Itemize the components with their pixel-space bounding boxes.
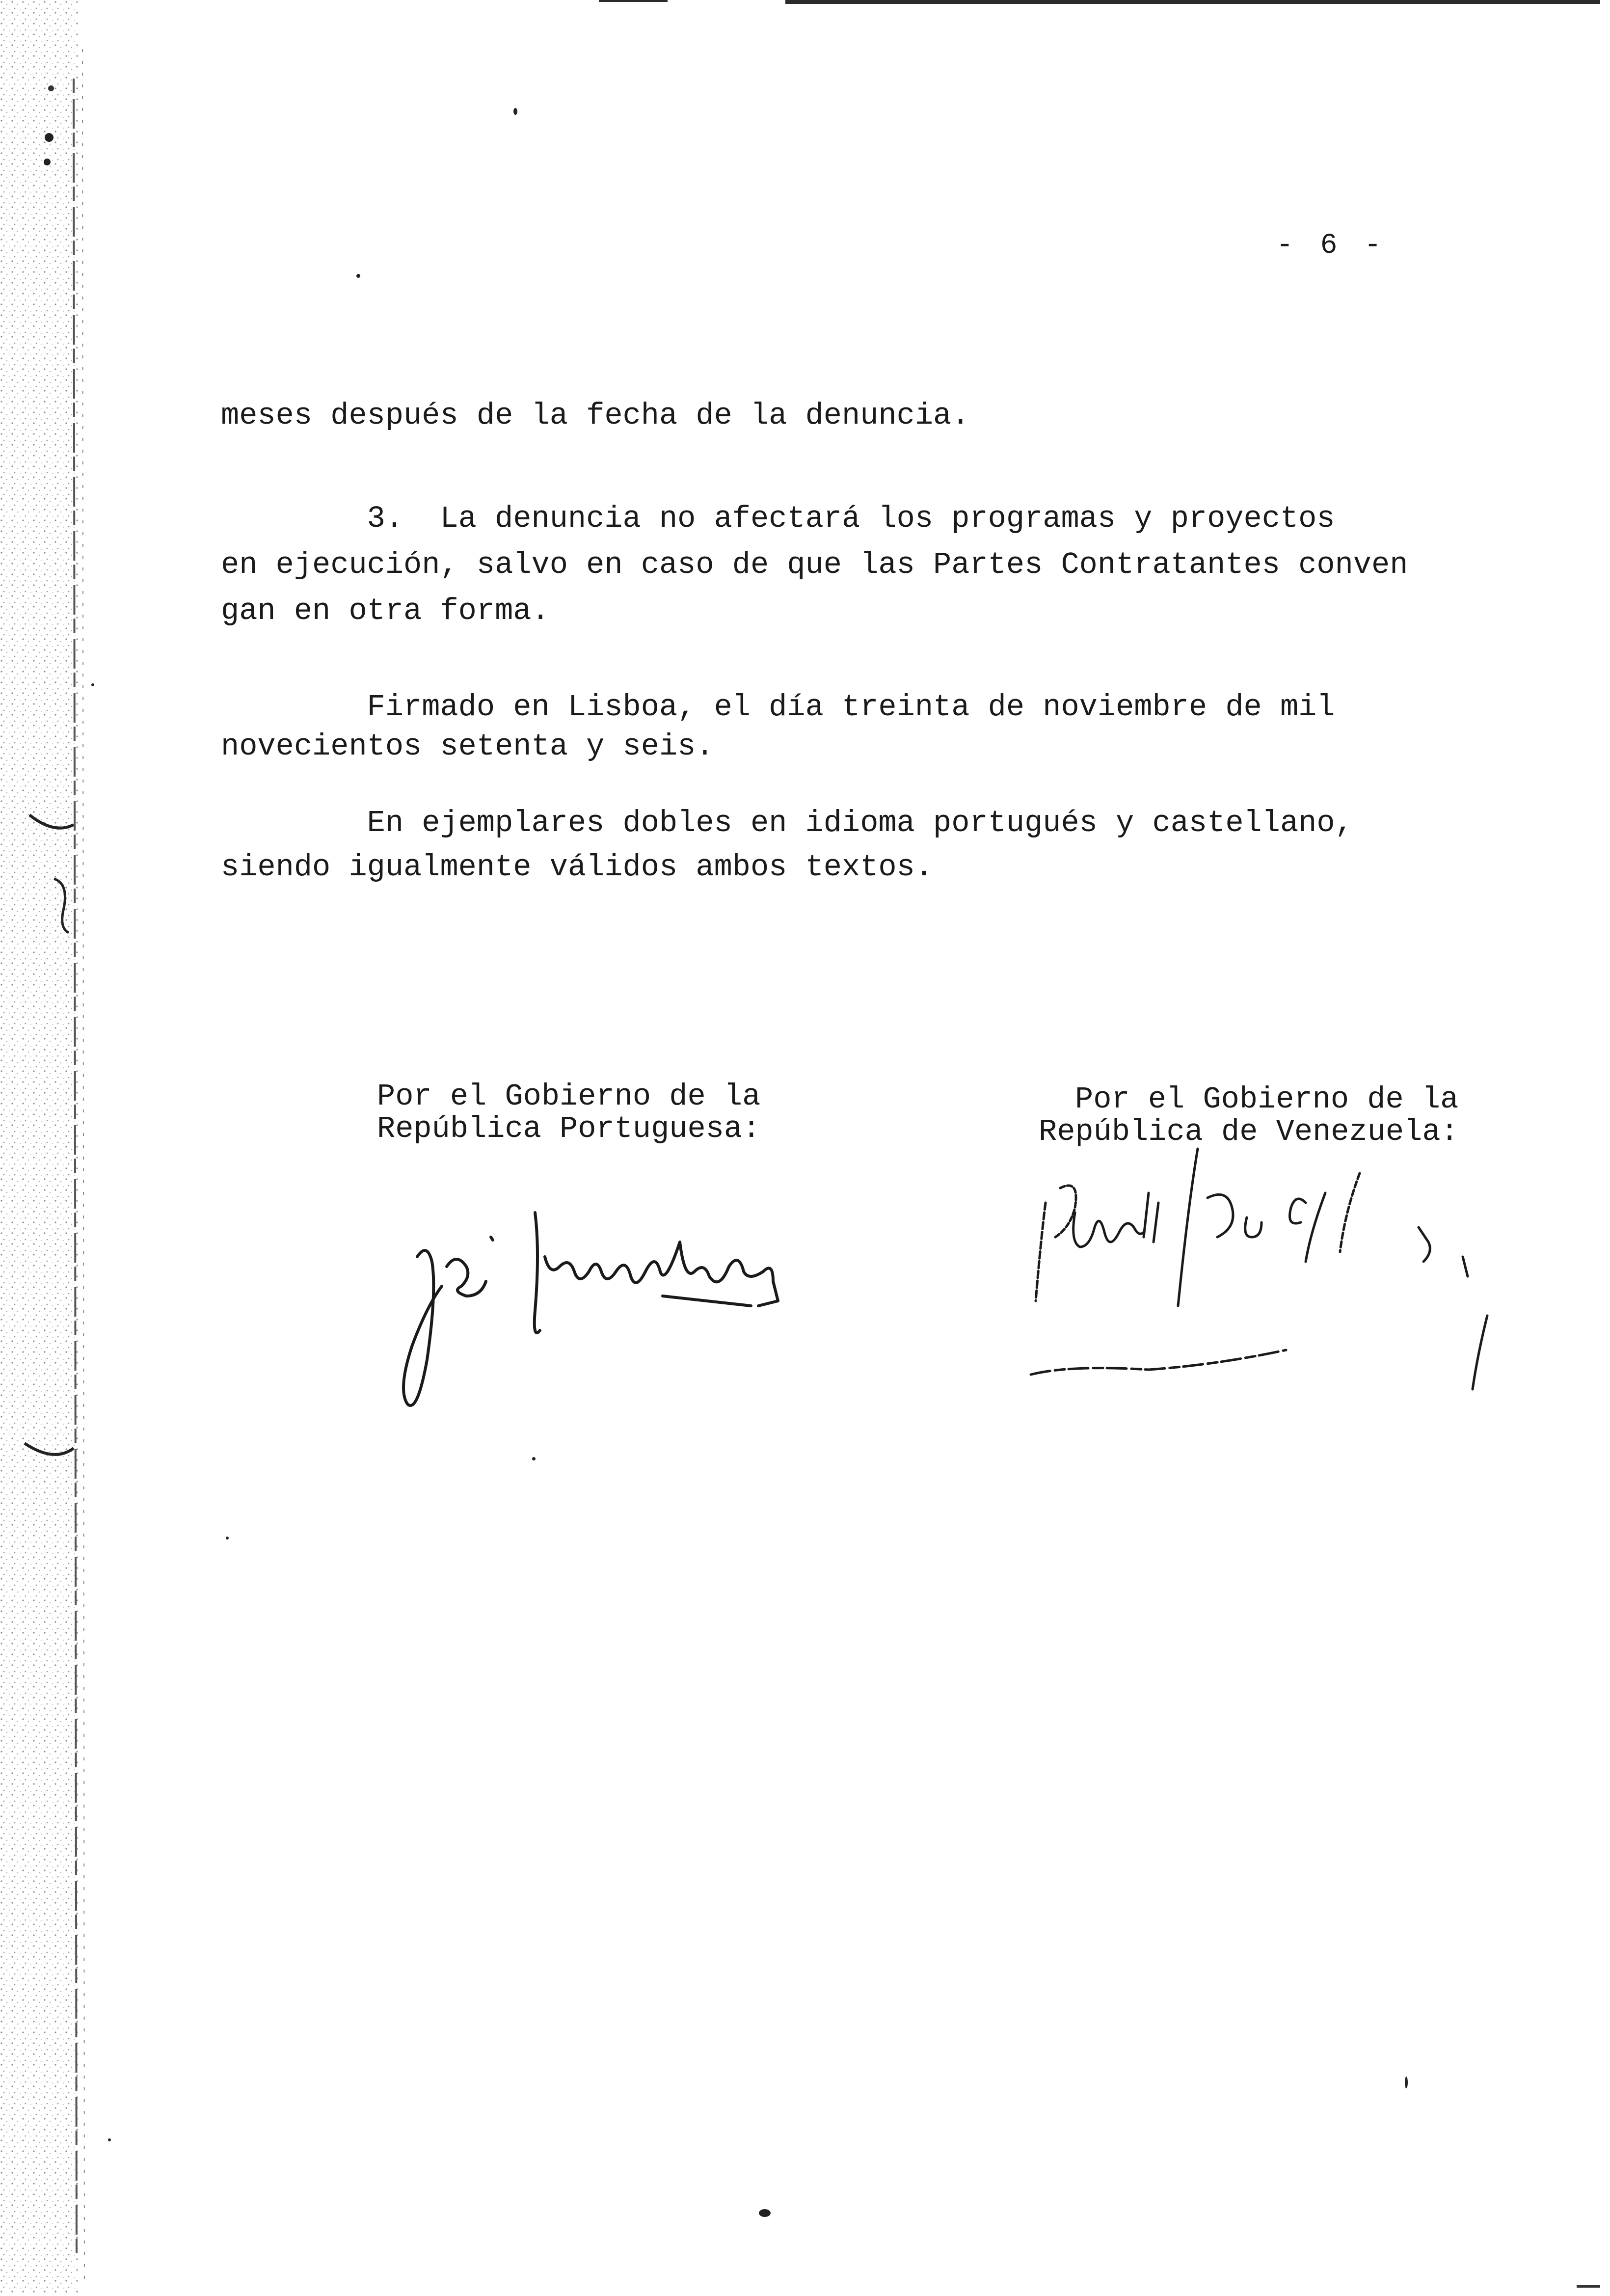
body-line-continuation: meses después de la fecha de la denuncia. (221, 398, 970, 433)
para-3-line-1: 3. La denuncia no afectará los programas y proyectos (221, 501, 1335, 536)
signed-place-date-line-2: novecientos setenta y seis. (221, 729, 714, 764)
page-number: - 6 - (1276, 230, 1387, 262)
copies-statement-line-1: En ejemplares dobles en idioma portugués y castellano, (221, 806, 1353, 840)
venezuela-signatory-label-line-2: República de Venezuela: (1039, 1114, 1459, 1149)
signed-place-date-line-1: Firmado en Lisboa, el día treinta de noviembre de mil (221, 690, 1335, 725)
para-3-line-2: en ejecución, salvo en caso de que las Partes Contratantes conven (221, 547, 1408, 582)
venezuela-signatory-label-line-1: Por el Gobierno de la (1075, 1082, 1459, 1117)
portugal-signatory-label-line-2: República Portuguesa: (377, 1111, 761, 1146)
portugal-signature (388, 1198, 879, 1424)
binding-strip (0, 0, 93, 2294)
scan-speck (356, 274, 360, 278)
scan-speck (532, 1457, 536, 1460)
portugal-signatory-label-line-1: Por el Gobierno de la (377, 1079, 761, 1114)
scan-speck (226, 1537, 229, 1540)
para-3-line-3: gan en otra forma. (221, 594, 550, 628)
scan-speck (759, 2209, 771, 2217)
bottom-corner-mark (1577, 2285, 1600, 2288)
scan-speck (91, 683, 94, 686)
scan-speck (513, 108, 517, 115)
copies-statement-line-2: siendo igualmente válidos ambos textos. (221, 850, 934, 885)
venezuela-signature (1001, 1129, 1590, 1424)
scan-speck (1405, 2077, 1408, 2088)
top-scan-rule (599, 0, 1600, 7)
scan-speck (108, 2138, 111, 2141)
